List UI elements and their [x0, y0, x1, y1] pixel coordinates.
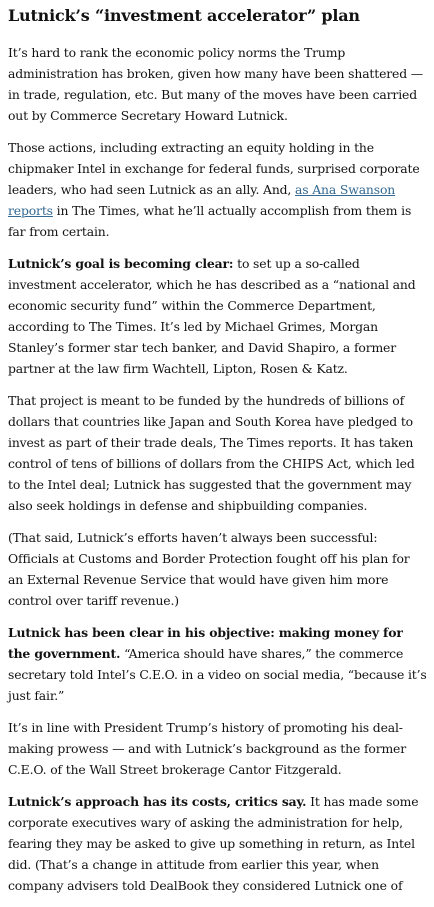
- paragraph-6-lead: Lutnick has been clear in his objective: making money for the government.: [8, 625, 403, 661]
- paragraph-1-text: It’s hard to rank the economic policy norms the Trump administration has broken, given how many have been shattered — in trade, regulation, etc. But many of the moves have been carried out by Commerce Secretary Howard Lutnick.: [8, 45, 424, 123]
- paragraph-8-text: It has made some corporate executives wary of asking the administration for help, fearing they may be asked to give up something in return, as Intel did. (That’s a change in attitude from earlier this year, when company advisers told DealBook they considered Lutnick one of: [8, 794, 419, 893]
- paragraph-7-text: It’s in line with President Trump’s history of promoting his deal-making prowess — and with Lutnick’s background as the former C.E.O. of the Wall Street brokerage Cantor Fitzgerald.: [8, 720, 407, 777]
- paragraph-3-lead: Lutnick’s goal is becoming clear:: [8, 256, 234, 271]
- paragraph-5-text: (That said, Lutnick’s efforts haven’t always been successful: Officials at Customs and Border Protection fought off his plan for an External Revenue Service that would have given him more control over tariff revenue.): [8, 530, 410, 608]
- paragraph-3: [8, 253, 428, 379]
- ana-swanson-report-link[interactable]: as Ana Swanson reports: [8, 182, 396, 218]
- paragraph-2-text-after: in The Times, what he’ll actually accomplish from them is far from certain.: [8, 203, 412, 239]
- paragraph-8-lead: Lutnick’s approach has its costs, critics say.: [8, 794, 307, 809]
- paragraph-2-text-before: Those actions, including extracting an equity holding in the chipmaker Intel in exchange for federal funds, surprised corporate leaders, who had seen Lutnick as an ally. And,: [8, 140, 420, 197]
- paragraph-6-text: “America should have shares,” the commerce secretary told Intel’s C.E.O. in a video on social media, “because it’s just fair.”: [8, 646, 427, 703]
- paragraph-7: [8, 717, 428, 780]
- paragraph-2: [8, 137, 428, 242]
- article-headline: Lutnick’s “investment accelerator” plan: [8, 6, 360, 25]
- paragraph-4: [8, 390, 428, 516]
- paragraph-3-text: to set up a so-called investment accelerator, which he has described as a “national and economic security fund” within the Commerce Department, according to The Times. It’s led by Michael Grimes, Morgan Stanley’s former star tech banker, and David Shapiro, a former partner at the law firm Wachtell, Lipton, Rosen & Katz.: [8, 256, 416, 376]
- paragraph-5: [8, 527, 428, 611]
- paragraph-8: [8, 791, 428, 896]
- paragraph-1: [8, 42, 428, 126]
- paragraph-4-text: That project is meant to be funded by the hundreds of billions of dollars that countries like Japan and South Korea have pledged to invest as part of their trade deals, The Times reports. It has taken control of tens of billions of dollars from the CHIPS Act, which led to the Intel deal; Lutnick has suggested that the government may also seek holdings in defense and shipbuilding companies.: [8, 393, 415, 513]
- article: [8, 0, 428, 907]
- paragraph-6: [8, 622, 428, 706]
